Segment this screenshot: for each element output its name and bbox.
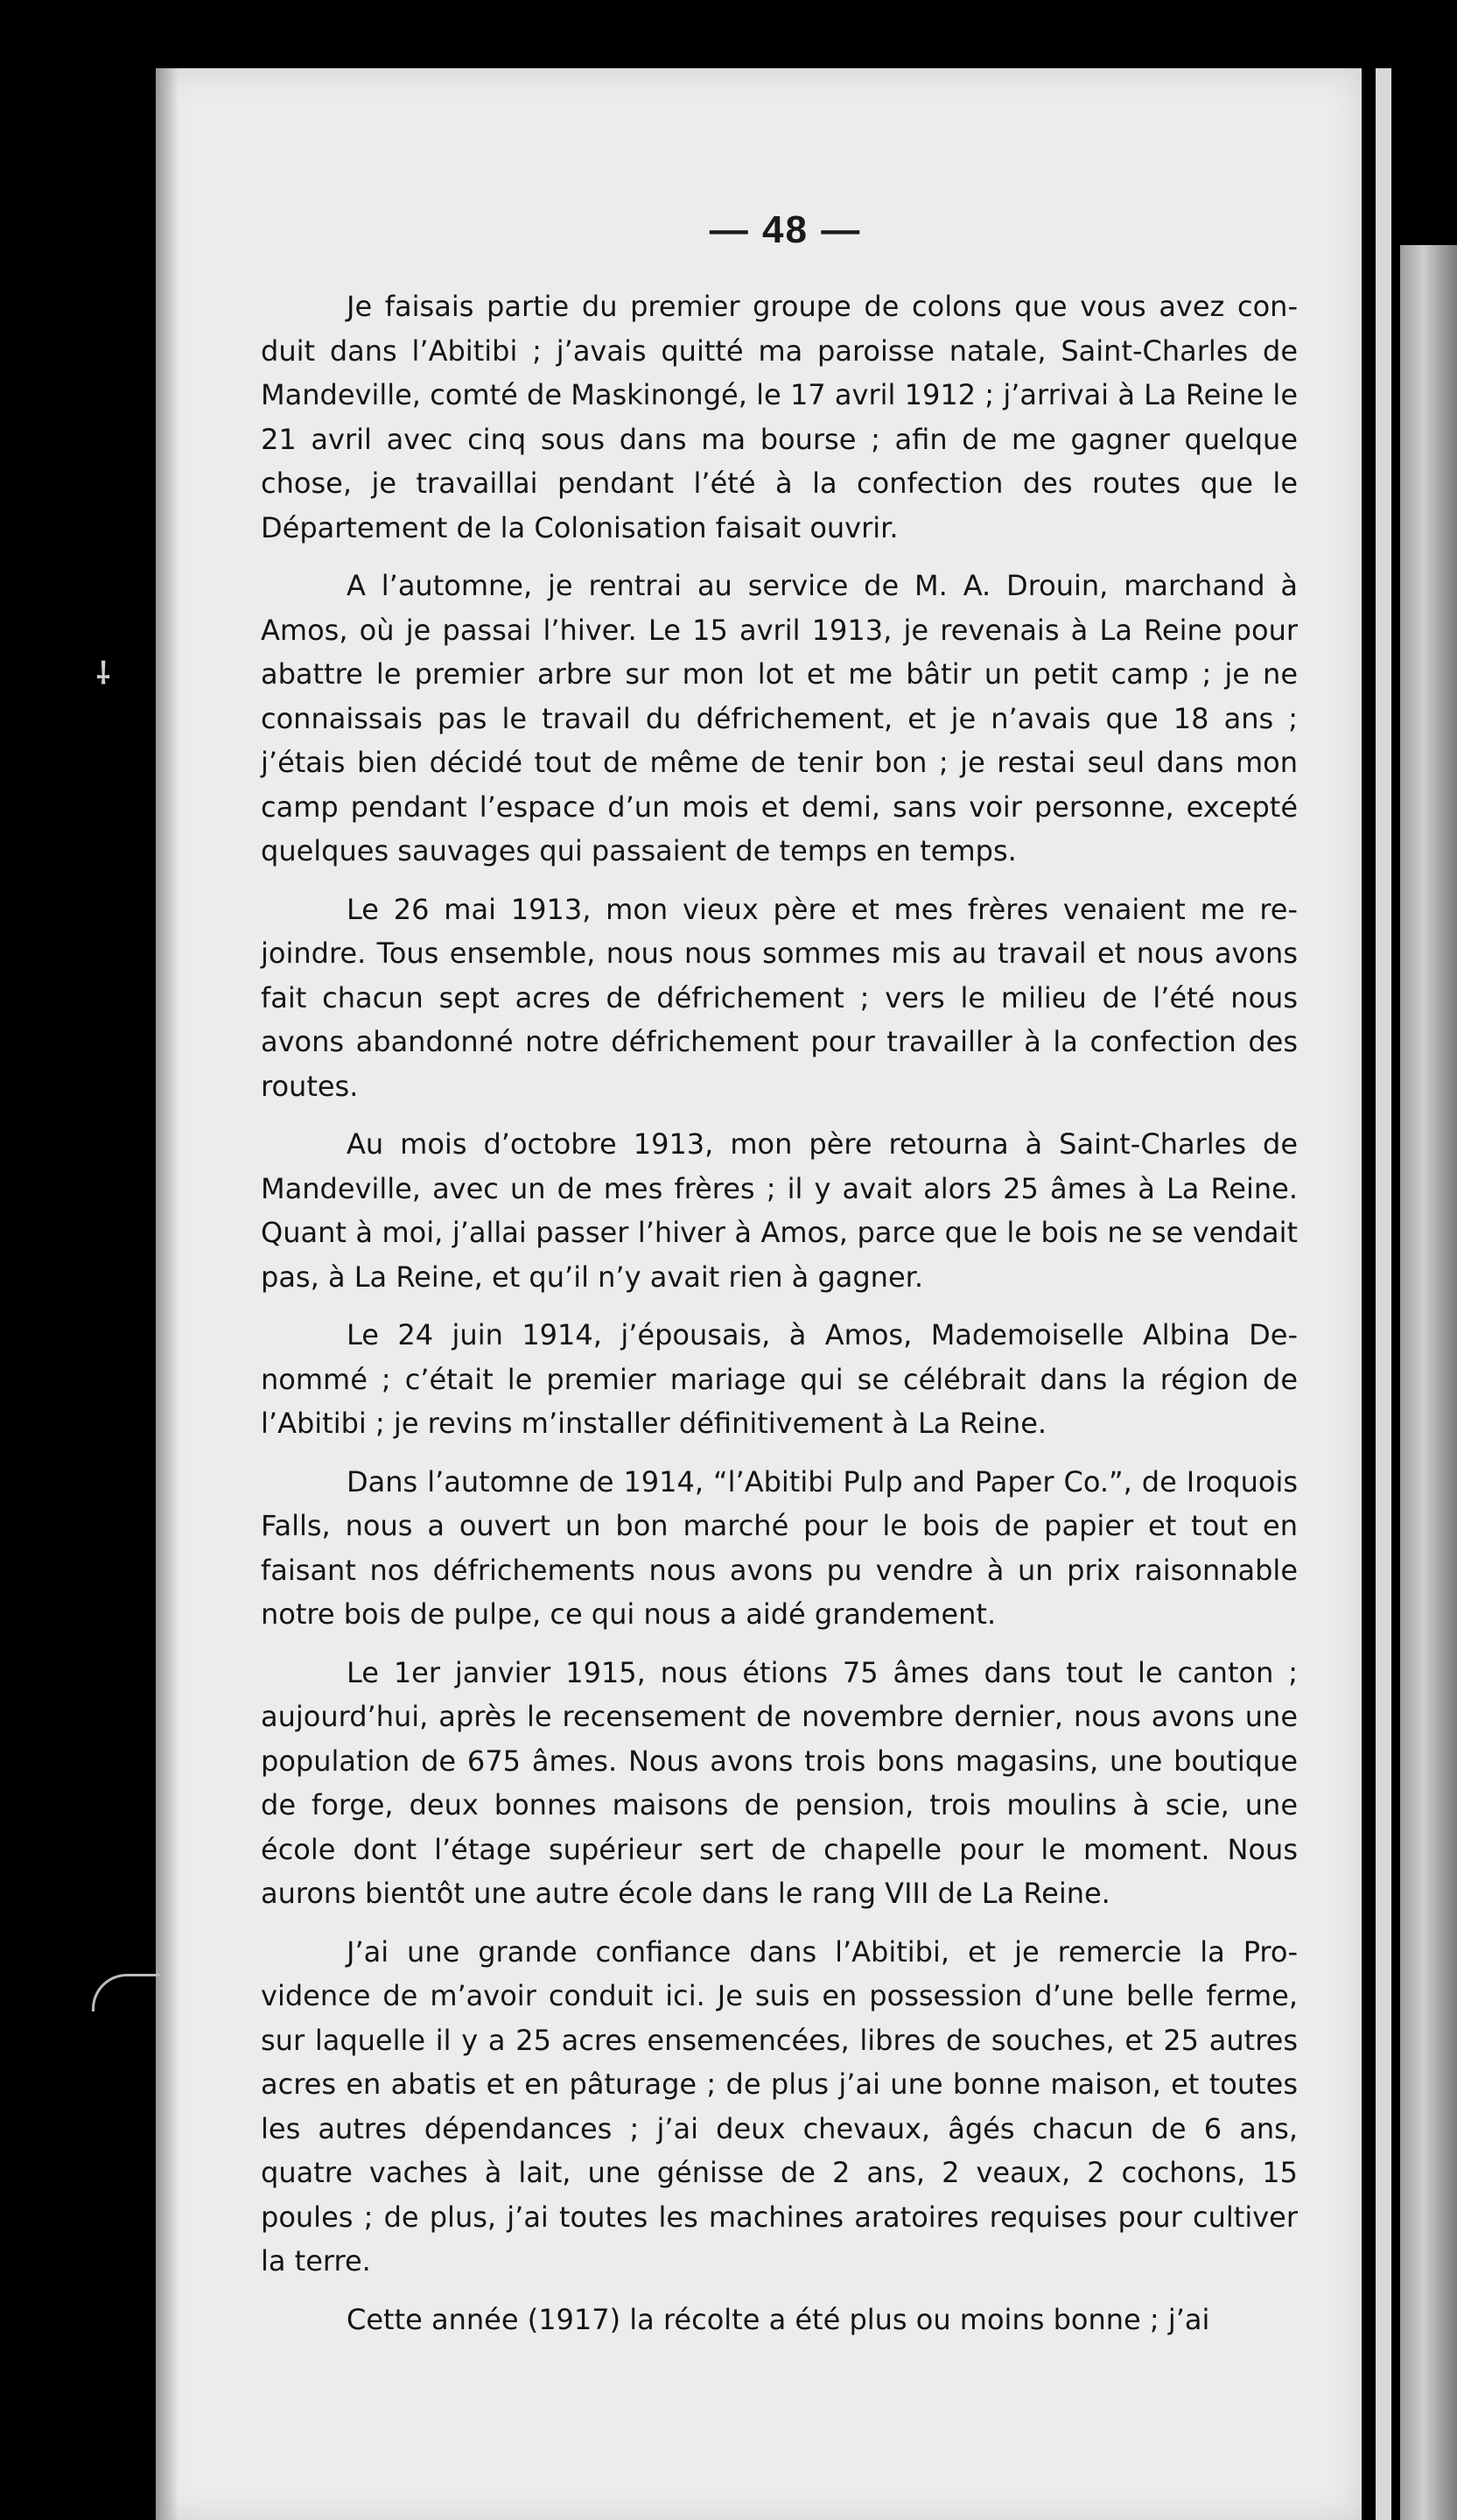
paragraph-8: J’ai une grande confiance dans l’Abitibi, et je remercie la Providence de m’avoir conduit ici. Je suis en possession d’une belle ferme, sur laquelle il y a 25 acres ensemencées, libres de souches, et 25 autres acres en abatis et en pâturage ; de plus j’ai une bonne maison, et toutes les autres dépendances ; j’ai deux chevaux, âgés chacun de 6 ans, quatre vaches à lait, une génisse de 2 ans, 2 veaux, 2 cochons, 15 poules ; de plus, j’ai toutes les machines aratoires requises pour cultiver la terre. [261,1934,1298,2278]
paragraph-2: A l’automne, je rentrai au service de M. A. Drouin, marchand à Amos, où je passai l’hiver. Le 15 avril 1913, je revenais à La Reine pour abattre le premier arbre sur mon lot et me bâtir un petit camp ; je ne connaissais pas le travail du défrichement, et je n’avais que 18 ans ; j’étais bien décidé tout de même de tenir bon ; je restai seul dans mon camp pendant l’espace d’un mois et demi, sans voir personne, excepté quelques sauvages qui passaient de temps en temps. [261,569,1298,867]
page-edge [1376,68,1391,2520]
paragraph-7: Le 1er janvier 1915, nous étions 75 âmes dans tout le canton ; aujourd’hui, après le recensement de novembre dernier, nous avons une population de 675 âmes. Nous avons trois bons magasins, une boutique de forge, deux bonnes maisons de pension, trois moulins à scie, une école dont l’étage supérieur sert de chapelle pour le moment. Nous aurons bientôt une autre école dans le rang VIII de La Reine. [261,1655,1298,1910]
paragraph-1: Je faisais partie du premier groupe de colons que vous avez conduit dans l’Abitibi ; j’avais quitté ma paroisse natale, Saint-Charles de Mandeville, comté de Maskinongé, le 17 avril 1912 ; j’arrivai à La Reine le 21 avril avec cinq sous dans ma bourse ; afin de me gagner quelque chose, je travaillai pendant l’été à la confection des routes que le Département de la Colonisation faisait ouvrir. [261,290,1298,544]
margin-mark: ⸸ [96,658,110,691]
paragraph-6: Dans l’automne de 1914, “l’Abitibi Pulp and Paper Co.”, de Iroquois Falls, nous a ouvert un bon marché pour le bois de papier et tout en faisant nos défrichements nous avons pu vendre à un prix raisonnable notre bois de pulpe, ce qui nous a aidé grandement. [261,1464,1298,1631]
binding-shadow [156,68,179,2520]
adjacent-page-edge [1400,245,1457,2520]
paragraph-4: Au mois d’octobre 1913, mon père retourna à Saint-Charles de Mandeville, avec un de mes frères ; il y avait alors 25 âmes à La Reine. Quant à moi, j’allai passer l’hiver à Amos, parce que le bois ne se vendait pas, à La Reine, et qu’il n’y avait rien à gagner. [261,1127,1298,1294]
paragraph-3: Le 26 mai 1913, mon vieux père et mes frères venaient me rejoindre. Tous ensemble, nous nous sommes mis au travail et nous avons fait chacun sept acres de défrichement ; vers le milieu de l’été nous avons abandonné notre défrichement pour travailler à la confection des routes. [261,892,1298,1103]
margin-scratch [92,1974,160,2011]
body-text [261,284,1298,2355]
paragraph-5: Le 24 juin 1914, j’épousais, à Amos, Mademoiselle Albina Denommé ; c’était le premier mariage qui se célébrait dans la région de l’Abitibi ; je revins m’installer définitivement à La Reine. [261,1318,1298,1440]
page-number: — 48 — [709,208,862,251]
paragraph-9: Cette année (1917) la récolte a été plus ou moins bonne ; j’ai [347,2302,1210,2336]
